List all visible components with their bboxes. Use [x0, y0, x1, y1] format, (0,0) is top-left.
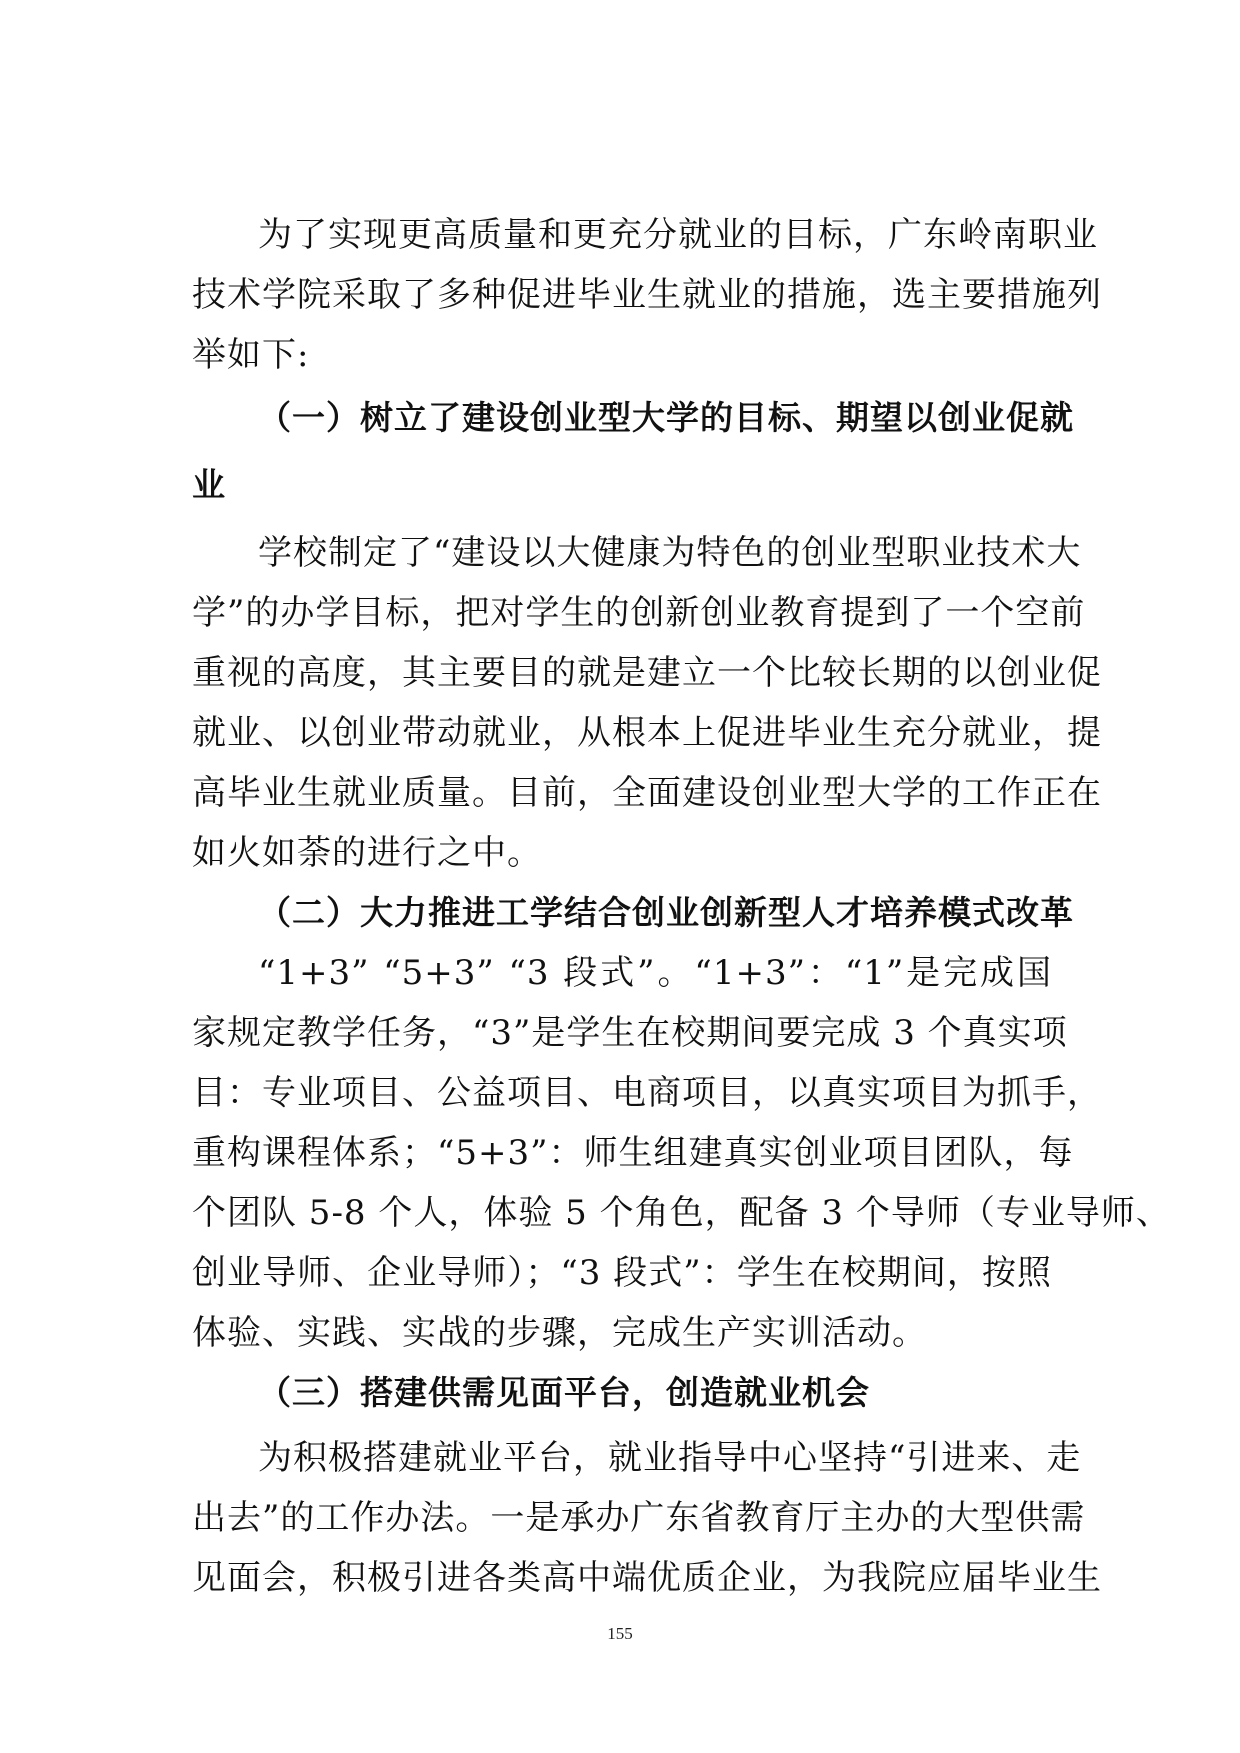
section-1-paragraph-line-6: 如火如荼的进行之中。 — [192, 833, 542, 873]
section-2-paragraph-line-4: 重构课程体系；“5+3”：师生组建真实创业项目团队，每 — [192, 1133, 1074, 1173]
section-1-paragraph-line-5: 高毕业生就业质量。目前，全面建设创业型大学的工作正在 — [192, 773, 1102, 813]
section-2-paragraph-line-6: 创业导师、企业导师）；“3 段式”：学生在校期间，按照 — [192, 1253, 1052, 1293]
intro-paragraph-line-3: 举如下: — [192, 335, 310, 375]
section-2-paragraph-line-1: “1+3” “5+3” “3 段式”。“1+3”：“1”是完成国 — [258, 953, 1052, 993]
section-2-paragraph-line-3: 目：专业项目、公益项目、电商项目，以真实项目为抓手， — [192, 1073, 1102, 1113]
section-2-paragraph-line-2: 家规定教学任务，“3”是学生在校期间要完成 3 个真实项 — [192, 1013, 1068, 1053]
section-1-paragraph-line-4: 就业、以创业带动就业，从根本上促进毕业生充分就业，提 — [192, 713, 1102, 753]
section-1-heading-line-1: （一）树立了建设创业型大学的目标、期望以创业促就 — [258, 398, 1074, 437]
section-2-paragraph-line-7: 体验、实践、实战的步骤，完成生产实训活动。 — [192, 1313, 927, 1353]
page-number: 155 — [607, 1624, 633, 1643]
section-1-paragraph-line-2: 学”的办学目标，把对学生的创新创业教育提到了一个空前 — [192, 593, 1086, 633]
section-2-heading: （二）大力推进工学结合创业创新型人才培养模式改革 — [258, 893, 1074, 932]
section-1-paragraph-line-1: 学校制定了“建设以大健康为特色的创业型职业技术大 — [258, 533, 1082, 573]
section-3-heading: （三）搭建供需见面平台，创造就业机会 — [258, 1373, 870, 1412]
intro-paragraph-line-1: 为了实现更高质量和更充分就业的目标，广东岭南职业 — [258, 215, 1098, 255]
section-1-paragraph-line-3: 重视的高度，其主要目的就是建立一个比较长期的以创业促 — [192, 653, 1102, 693]
section-1-heading-line-2: 业 — [192, 465, 226, 504]
section-3-paragraph-line-3: 见面会，积极引进各类高中端优质企业，为我院应届毕业生 — [192, 1558, 1102, 1598]
section-3-paragraph-line-2: 出去”的工作办法。一是承办广东省教育厅主办的大型供需 — [192, 1498, 1086, 1538]
section-2-paragraph-line-5: 个团队 5-8 个人，体验 5 个角色，配备 3 个导师（专业导师、 — [192, 1193, 1171, 1233]
intro-paragraph-line-2: 技术学院采取了多种促进毕业生就业的措施，选主要措施列 — [192, 275, 1102, 315]
section-3-paragraph-line-1: 为积极搭建就业平台，就业指导中心坚持“引进来、走 — [258, 1438, 1082, 1478]
